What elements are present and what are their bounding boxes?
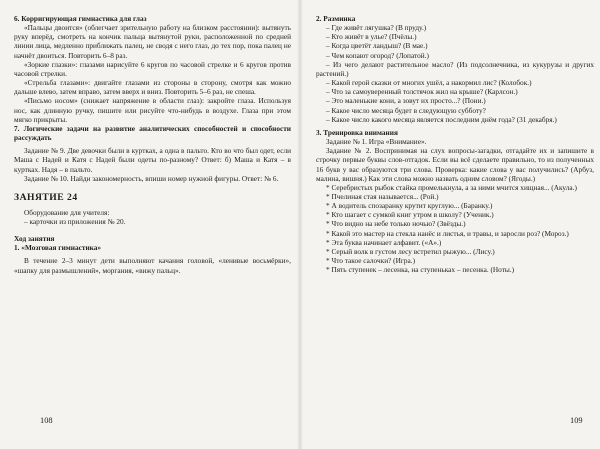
riddle-line: * Что видно на небе только ночью? (Звёзды.) bbox=[326, 219, 466, 229]
task-1: Задание № 1. Игра «Внимание». bbox=[326, 137, 427, 147]
course-title: Ход занятия bbox=[14, 234, 55, 244]
equipment-item: – карточки из приложения № 20. bbox=[24, 216, 126, 226]
paragraph: «Зоркие глазки»: глазами нарисуйте 6 кругов по часовой стрелке и 6 кругов против часовой стрелки. bbox=[14, 59, 291, 78]
riddle-line: * Кто шагает с сумкой книг утром в школу? (Ученик.) bbox=[326, 210, 494, 220]
qa-line: – Чем копают огород? (Лопатой.) bbox=[326, 50, 429, 60]
riddle-line: * Серебристых рыбок стайка промелькнула, а за ними мчится хищная... (Акула.) bbox=[326, 182, 577, 192]
qa-line: – Это маленькие кони, а зовут их просто...? (Пони.) bbox=[326, 96, 486, 106]
paragraph: Задание № 10. Найди закономерность, впиши номер нужной фигуры. Ответ: № 6. bbox=[24, 173, 279, 183]
qa-line: – Что за самоуверенный толстячок жил на крыше? (Карлсон.) bbox=[326, 87, 518, 97]
right-page bbox=[316, 14, 594, 274]
page-number-right: 109 bbox=[570, 416, 583, 425]
riddle-line: * Пчелиная стая называется... (Рой.) bbox=[326, 191, 439, 201]
qa-line: – Какое число месяца будет в следующую субботу? bbox=[326, 105, 486, 115]
paragraph: В течение 2–3 минут дети выполняют качания головой, «ленивые восьмёрки», «шапку для размышлений», моргания, «вижу пальц». bbox=[14, 256, 291, 275]
qa-line: – Где живёт лягушка? (В пруду.) bbox=[326, 23, 427, 33]
section-6-title: 6. Корригирующая гимнастика для глаз bbox=[14, 14, 147, 23]
qa-line: – Какое число какого месяца является последним днём года? (31 декабря.) bbox=[326, 114, 557, 124]
paragraph: Задание № 9. Две девочки были в куртках, а одна в пальто. Кто во что был одет, если Маша с Надей и Катя с Надей были одеты по-разному? Ответ: б) Маша и Катя – в куртках. Надя – в пальто. bbox=[14, 146, 291, 174]
paragraph: «Письмо носом» (снижает напряжение в области глаз): закройте глаза. Используя нос, как длинную ручку, пишите или рисуйте что-нибудь в воздухе. Глаза при этом мягко прикрыты. bbox=[14, 96, 291, 124]
task-2: Задание № 2. Воспринимая на слух вопросы-загадки, отгадайте их и запишите в строчку первые буквы слов-отгадок. Если вы всё сделаете правильно, то из полученных 16 букв у вас образуются три слова. Проверка: какие слова у вас получились? (Арбуз, малина, вишня.) Как эти слова можно назвать одним словом? (Ягоды.) bbox=[316, 146, 594, 183]
section-3-title: 3. Тренировка внимания bbox=[316, 127, 398, 137]
paragraph: «Стрельба глазами»: двигайте глазами из стороны в сторону, смотря как можно дальше влево, затем вправо, затем вверх и вниз. Повторить 5–6 раз, не спеша. bbox=[14, 78, 291, 97]
riddle-line: * А водитель спозаранку крутит круглую... (Баранку.) bbox=[326, 201, 493, 211]
lesson-title: ЗАНЯТИЕ 24 bbox=[14, 191, 78, 203]
qa-line: – Когда цветёт ландыш? (В мае.) bbox=[326, 41, 428, 51]
riddle-line: * Серый волк в густом лесу встретил рыжую... (Лису.) bbox=[326, 246, 495, 256]
page-number-left: 108 bbox=[40, 416, 53, 425]
left-page bbox=[14, 14, 291, 275]
riddle-line: * Пять ступенек – лесенка, на ступеньках – песенка. (Ноты.) bbox=[326, 265, 515, 275]
riddle-line: * Какой это мастер на стекла нанёс и листья, и травы, и заросли роз? (Мороз.) bbox=[326, 228, 569, 238]
section-7-title: 7. Логические задачи на развитие аналитических способностей и способности рассуждать bbox=[14, 123, 291, 143]
equipment-label: Оборудование для учителя: bbox=[24, 207, 110, 217]
paragraph: «Пальцы двоится» (облегчает зрительную работу на близком расстоянии): вытянуть руку вперёд, смотреть на кончик пальца вытянутой руки, расположенной по средней линии лица, медленно приближать палец, не сводя с него глаз, до тех пор, пока палец не начнёт двоиться. Повторить 6–8 раз. bbox=[14, 23, 291, 60]
book-gutter bbox=[297, 0, 303, 449]
qa-line: – Из чего делают растительное масло? (Из подсолнечника, из кукурузы и других растений.) bbox=[316, 59, 594, 78]
section-2-title: 2. Разминка bbox=[316, 14, 356, 23]
riddle-line: * Что такое салочки? (Игра.) bbox=[326, 256, 416, 266]
qa-line: – Какой герой сказки от многих ушёл, а накормил лис? (Колобок.) bbox=[326, 78, 532, 88]
qa-line: – Кто живёт в улье? (Пчёлы.) bbox=[326, 32, 417, 42]
riddle-line: * Эта буква начинает алфавит. («А».) bbox=[326, 237, 442, 247]
section-1-title: 1. «Мозговая гимнастика» bbox=[14, 243, 102, 253]
